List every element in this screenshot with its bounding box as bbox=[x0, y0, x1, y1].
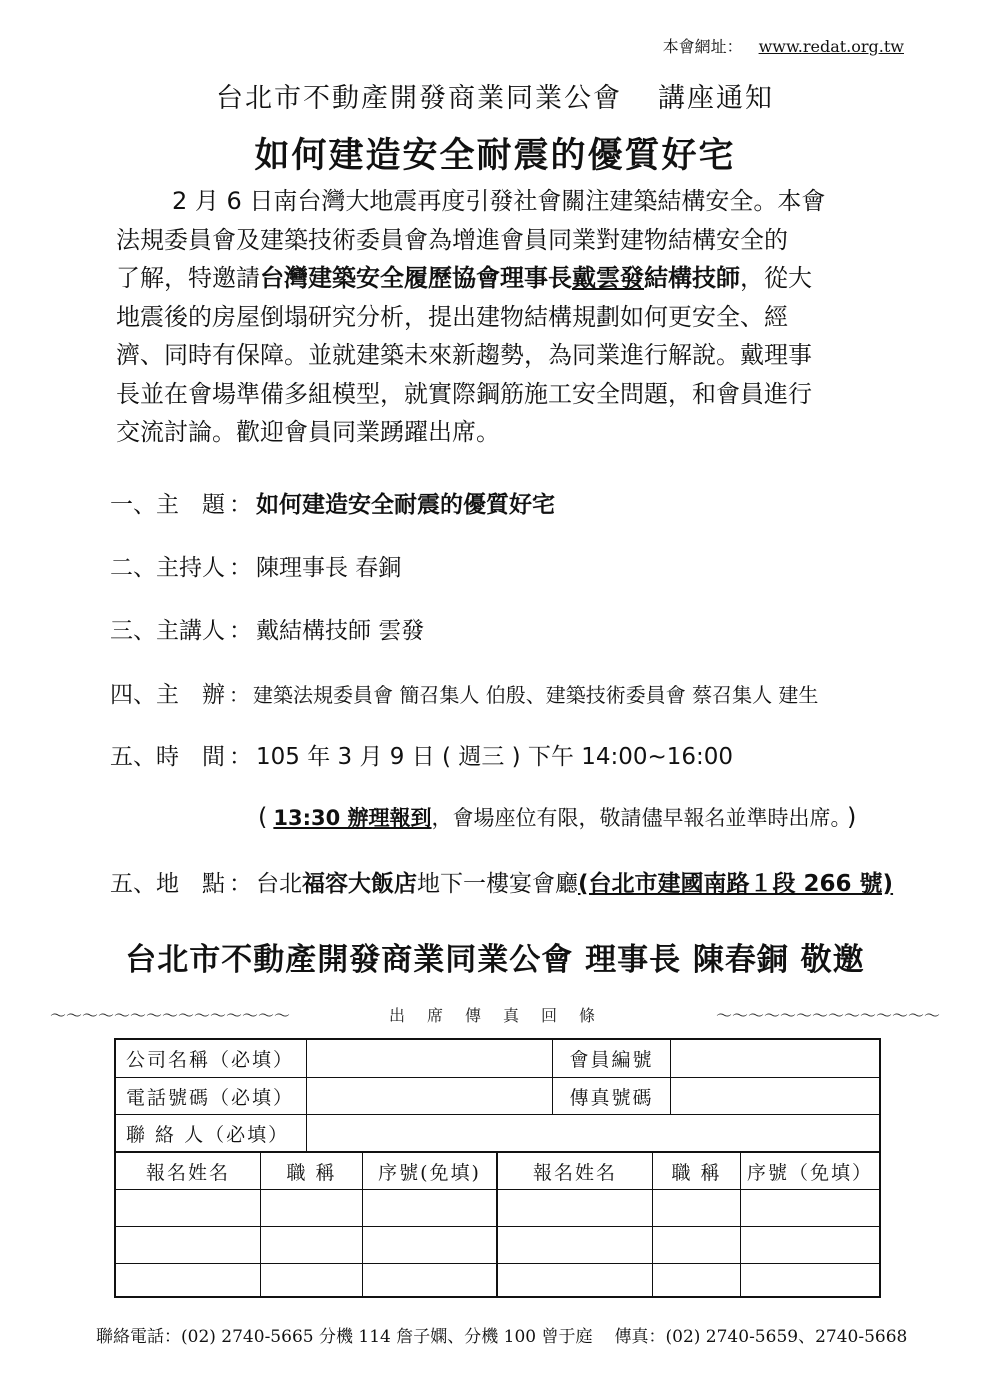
intro-line: 長並在會場準備多組模型，就實際鋼筋施工安全問題，和會員進行 bbox=[116, 379, 812, 408]
item-organizer: 四、主 辦 ： 建築法規委員會 簡召集人 伯殷、建築技術委員會 蔡召集人 建生 bbox=[110, 676, 818, 709]
item-speaker: 三、主講人 ： 戴結構技師 雲發 bbox=[110, 612, 424, 645]
item-value: 如何建造安全耐震的優質好宅 bbox=[256, 492, 555, 518]
table-cell[interactable] bbox=[362, 1226, 496, 1263]
item-number: 四、 bbox=[110, 682, 156, 708]
divider-waves: ～～～～～～～～～～～～～～ bbox=[715, 1006, 940, 1025]
table-cell[interactable] bbox=[496, 1189, 652, 1226]
item-label: 地 點 bbox=[156, 871, 225, 897]
venue-name: 福容大飯店 bbox=[302, 871, 417, 897]
form-row-contact bbox=[116, 1115, 879, 1153]
table-cell[interactable] bbox=[260, 1189, 362, 1226]
column-header: 職 稱 bbox=[652, 1153, 740, 1189]
intro-line bbox=[116, 259, 886, 298]
fax-label: 傳真號碼 bbox=[552, 1078, 670, 1114]
intro-text: ，從大 bbox=[740, 264, 812, 292]
page-title: 如何建造安全耐震的優質好宅 bbox=[254, 136, 736, 176]
item-value: 陳理事長 春銅 bbox=[256, 555, 402, 581]
member-no-field[interactable] bbox=[670, 1040, 879, 1077]
item-topic: 一、主 題 ： 如何建造安全耐震的優質好宅 bbox=[110, 486, 555, 519]
contact-field[interactable] bbox=[306, 1115, 879, 1151]
speaker-title: 結構技師 bbox=[644, 264, 740, 292]
table-cell[interactable] bbox=[116, 1263, 260, 1298]
item-time: 五、時 間 ： 105 年 3 月 9 日 ( 週三 ) 下午 14:00~16:00 bbox=[110, 738, 733, 771]
item-label: 時 間 bbox=[156, 744, 225, 770]
item-label: 主 題 bbox=[156, 492, 225, 518]
org-name: 台北市不動產開發商業同業公會 bbox=[216, 83, 622, 114]
note-paren: ( bbox=[258, 803, 268, 831]
table-row bbox=[116, 1226, 879, 1264]
phone-field[interactable] bbox=[306, 1078, 552, 1114]
table-row bbox=[116, 1263, 879, 1298]
attendee-table bbox=[116, 1153, 879, 1296]
footer-contact bbox=[96, 1322, 907, 1347]
column-header: 職 稱 bbox=[260, 1153, 362, 1189]
intro-line: 交流討論。歡迎會員同業踴躍出席。 bbox=[116, 418, 500, 446]
reply-divider bbox=[50, 1003, 940, 1026]
intro-paragraph bbox=[116, 182, 886, 452]
contact-fax: 傳真：(02) 2740-5659、2740-5668 bbox=[614, 1327, 908, 1347]
item-number: 一、 bbox=[110, 492, 156, 518]
item-label: 主 辦 bbox=[156, 682, 225, 708]
item-label: 主持人 bbox=[156, 555, 225, 581]
table-cell[interactable] bbox=[740, 1189, 879, 1226]
phone-label: 電話號碼（必填） bbox=[126, 1086, 295, 1109]
table-cell[interactable] bbox=[116, 1226, 260, 1263]
item-value: 戴結構技師 雲發 bbox=[256, 618, 425, 644]
table-cell[interactable] bbox=[116, 1189, 260, 1226]
table-cell[interactable] bbox=[260, 1226, 362, 1263]
attendee-table-header bbox=[116, 1153, 879, 1190]
form-row-phone bbox=[116, 1078, 879, 1115]
venue-address: (台北市建國南路１段 266 號) bbox=[578, 871, 894, 897]
table-cell[interactable] bbox=[652, 1189, 740, 1226]
notice-type: 講座通知 bbox=[658, 83, 774, 114]
note-paren: ) bbox=[847, 803, 857, 831]
registration-note bbox=[258, 802, 856, 832]
contact-phone: 聯絡電話：(02) 2740-5665 分機 114 詹子嫻、分機 100 曾于庭 bbox=[96, 1327, 593, 1347]
signature: 台北市不動產開發商業同業公會 理事長 陳春銅 敬邀 bbox=[125, 942, 865, 978]
registration-time: 13:30 辦理報到 bbox=[273, 806, 432, 830]
reply-form-title: 出席傳真回條 bbox=[388, 1006, 617, 1025]
column-header: 序號(免填) bbox=[362, 1153, 496, 1189]
reply-form bbox=[114, 1038, 881, 1298]
intro-line: 2 月 6 日南台灣大地震再度引發社會關注建築結構安全。本會 bbox=[172, 187, 826, 215]
item-number: 五、 bbox=[110, 871, 156, 897]
fax-field[interactable] bbox=[670, 1078, 879, 1114]
table-cell[interactable] bbox=[652, 1226, 740, 1263]
member-no-label: 會員編號 bbox=[552, 1040, 670, 1077]
item-value: 台北 bbox=[256, 871, 302, 897]
column-header: 報名姓名 bbox=[496, 1153, 652, 1189]
table-row bbox=[116, 1189, 879, 1227]
item-label: 主講人 bbox=[156, 618, 225, 644]
table-cell[interactable] bbox=[496, 1263, 652, 1298]
website-label: 本會網址： bbox=[662, 37, 743, 56]
table-cell[interactable] bbox=[652, 1263, 740, 1298]
website-line bbox=[663, 34, 904, 57]
item-number: 三、 bbox=[110, 618, 156, 644]
contact-label: 聯 絡 人（必填） bbox=[126, 1123, 290, 1146]
table-cell[interactable] bbox=[740, 1226, 879, 1263]
company-label: 公司名稱（必填） bbox=[126, 1049, 295, 1071]
intro-line: 地震後的房屋倒塌研究分析，提出建物結構規劃如何更安全、經 bbox=[116, 302, 788, 331]
item-number: 五、 bbox=[110, 744, 156, 770]
item-number: 二、 bbox=[110, 555, 156, 581]
table-cell[interactable] bbox=[740, 1263, 879, 1298]
item-host: 二、主持人 ： 陳理事長 春銅 bbox=[110, 549, 401, 582]
item-place: 五、地 點 ： 台北福容大飯店地下一樓宴會廳(台北市建國南路１段 266 號) bbox=[110, 865, 893, 898]
item-value: 地下一樓宴會廳 bbox=[417, 871, 578, 897]
item-value: 建築法規委員會 簡召集人 伯殷、建築技術委員會 蔡召集人 建生 bbox=[253, 683, 819, 707]
item-value: 105 年 3 月 9 日 ( 週三 ) 下午 14:00~16:00 bbox=[256, 744, 734, 770]
table-cell[interactable] bbox=[362, 1189, 496, 1226]
table-cell[interactable] bbox=[362, 1263, 496, 1298]
table-cell[interactable] bbox=[260, 1263, 362, 1298]
note-text: ，會場座位有限，敬請儘早報名並準時出席。 bbox=[431, 806, 842, 830]
form-row-company bbox=[116, 1040, 879, 1078]
column-header: 報名姓名 bbox=[145, 1161, 230, 1184]
table-cell[interactable] bbox=[496, 1226, 652, 1263]
org-heading bbox=[0, 76, 990, 115]
website-link[interactable]: www.redat.org.tw bbox=[758, 37, 904, 56]
speaker-name: 戴雲發 bbox=[572, 264, 644, 292]
intro-line: 濟、同時有保障。並就建築未來新趨勢，為同業進行解說。戴理事 bbox=[116, 341, 812, 369]
speaker-org: 台灣建築安全履歷協會理事長 bbox=[260, 264, 572, 292]
intro-text: 了解，特邀請 bbox=[116, 264, 260, 292]
intro-line: 法規委員會及建築技術委員會為增進會員同業對建物結構安全的 bbox=[116, 225, 788, 254]
company-field[interactable] bbox=[306, 1040, 552, 1077]
column-header: 序號（免填） bbox=[740, 1153, 879, 1189]
divider-waves: ～～～～～～～～～～～～～～～ bbox=[50, 1006, 291, 1025]
